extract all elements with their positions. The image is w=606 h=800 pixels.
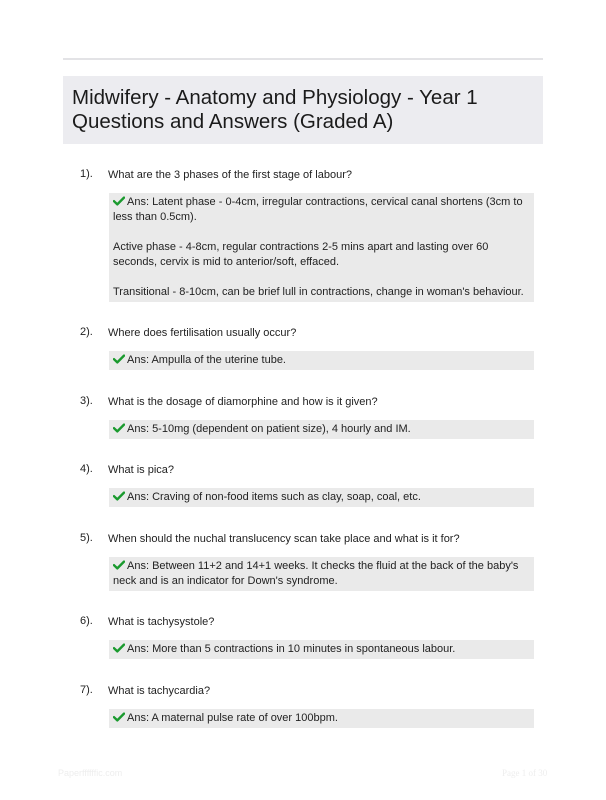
- question-number: 1).: [80, 168, 93, 180]
- footer-watermark: Paperffffffic.com: [58, 768, 123, 778]
- question-text: What is the dosage of diamorphine and how is it given?: [108, 396, 378, 408]
- question-text: What is tachycardia?: [108, 685, 211, 697]
- answer-text: Transitional - 8-10cm, can be brief lull in contractions, change in woman's behaviour.: [113, 286, 524, 298]
- answer-text: Ans: Craving of non-food items such as clay, soap, coal, etc.: [127, 491, 421, 503]
- check-icon: [113, 196, 125, 206]
- page-title: [72, 86, 478, 134]
- check-icon: [113, 643, 125, 653]
- answer-text: Ans: Ampulla of the uterine tube.: [127, 354, 286, 366]
- question-text: Where does fertilisation usually occur?: [108, 327, 297, 339]
- answer-text: Ans: A maternal pulse rate of over 100bpm.: [127, 712, 338, 724]
- question-text: What are the 3 phases of the first stage of labour?: [108, 169, 352, 181]
- answer-text: Ans: Latent phase - 0-4cm, irregular contractions, cervical canal shortens (3cm to less than 0.5cm).: [113, 196, 523, 223]
- title-line-1: Midwifery - Anatomy and Physiology - Year 1: [72, 86, 478, 109]
- question-text: What is pica?: [108, 464, 175, 476]
- answer-text: Active phase - 4-8cm, regular contractions 2-5 mins apart and lasting over 60 seconds, cervix is mid to anterior/soft, effaced.: [113, 241, 489, 268]
- answer-box: [109, 557, 534, 591]
- answer-box: [109, 351, 534, 370]
- answer-text: Ans: More than 5 contractions in 10 minutes in spontaneous labour.: [127, 643, 456, 655]
- answer-box: [109, 420, 534, 439]
- answer-text: Ans: Between 11+2 and 14+1 weeks. It checks the fluid at the back of the baby's neck and is an indicator for Down's syndrome.: [113, 560, 519, 587]
- question-text: What is tachysystole?: [108, 616, 215, 628]
- top-divider: [63, 58, 543, 60]
- check-icon: [113, 354, 125, 364]
- question-number: 3).: [80, 395, 93, 407]
- question-number: 7).: [80, 684, 93, 696]
- answer-box: [109, 640, 534, 659]
- question-number: 2).: [80, 326, 93, 338]
- title-line-2: Questions and Answers (Graded A): [72, 110, 394, 133]
- check-icon: [113, 491, 125, 501]
- question-number: 5).: [80, 532, 93, 544]
- check-icon: [113, 423, 125, 433]
- check-icon: [113, 712, 125, 722]
- answer-box: [109, 193, 534, 302]
- answer-box: [109, 709, 534, 728]
- question-text: When should the nuchal translucency scan take place and what is it for?: [108, 533, 460, 545]
- check-icon: [113, 560, 125, 570]
- answer-text: Ans: 5-10mg (dependent on patient size), 4 hourly and IM.: [127, 423, 411, 435]
- page-number: Page 1 of 30: [502, 768, 548, 778]
- question-number: 4).: [80, 463, 93, 475]
- question-number: 6).: [80, 615, 93, 627]
- title-banner: [63, 76, 543, 144]
- answer-box: [109, 488, 534, 507]
